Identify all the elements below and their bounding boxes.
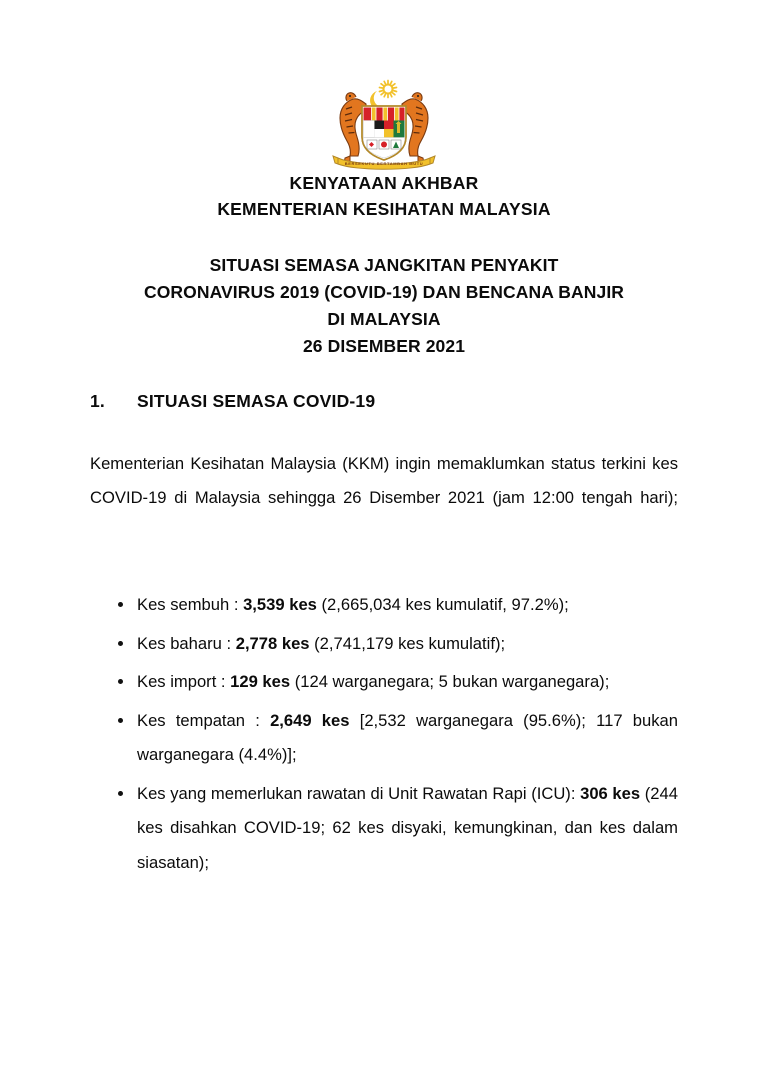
- bullet-detail: (2,665,034 kes kumulatif, 97.2%);: [316, 595, 569, 614]
- bullet-label: Kes import :: [137, 672, 231, 691]
- bullet-label: Kes tempatan :: [137, 710, 271, 730]
- subtitle-line-3: DI MALAYSIA: [327, 309, 441, 329]
- list-item: [0, 588, 768, 623]
- list-item: [0, 665, 768, 700]
- header-line-2: KEMENTERIAN KESIHATAN MALAYSIA: [217, 199, 551, 219]
- bullet-detail: (244 kes disahkan COVID-19; 62 kes disyaki, kemungkinan, dan kes dalam siasatan);: [137, 783, 678, 872]
- subtitle-date: 26 DISEMBER 2021: [302, 336, 466, 356]
- bullet-dot-icon: [118, 718, 123, 723]
- section-1-heading: [90, 391, 680, 412]
- subtitle-line-1: SITUASI SEMASA JANGKITAN PENYAKIT: [209, 255, 559, 275]
- header-line-1: KENYATAAN AKHBAR: [289, 173, 479, 193]
- list-item: [0, 704, 768, 773]
- list-item: [0, 777, 768, 881]
- bullet-dot-icon: [118, 602, 123, 607]
- bullet-dot-icon: [118, 791, 123, 796]
- bullet-label: Kes sembuh :: [137, 595, 244, 614]
- press-statement-header: [0, 170, 768, 222]
- bullet-dot-icon: [118, 641, 123, 646]
- bullet-label: Kes baharu :: [137, 633, 236, 653]
- list-item: [0, 627, 768, 662]
- section-1-title: SITUASI SEMASA COVID-19: [137, 391, 376, 411]
- bullet-label: Kes yang memerlukan rawatan di Unit Rawatan Rapi (ICU):: [137, 783, 581, 803]
- bullet-detail: [2,532 warganegara (95.6%); 117 bukan warganegara (4.4%)];: [137, 710, 678, 764]
- document-subtitle: [0, 252, 768, 360]
- bullet-dot-icon: [118, 679, 123, 684]
- jata-negara-icon: [325, 78, 443, 170]
- bullet-value: 2,649 kes: [270, 710, 350, 730]
- covid-statistics-list: [0, 588, 768, 884]
- section-1-paragraph: Kementerian Kesihatan Malaysia (KKM) ingin memaklumkan status terkini kes COVID-19 di Malaysia sehingga 26 Disember 2021 (jam 12:00 tengah hari);: [90, 454, 678, 507]
- bullet-detail: (124 warganegara; 5 bukan warganegara);: [290, 672, 610, 691]
- bullet-value: 129 kes: [230, 672, 291, 691]
- svg-text:BERSEKUTU BERTAMBAH MUTU: BERSEKUTU BERTAMBAH MUTU: [344, 161, 424, 166]
- bullet-detail: (2,741,179 kes kumulatif);: [309, 633, 506, 653]
- bullet-value: 2,778 kes: [235, 633, 310, 653]
- emblem-container: [0, 78, 768, 170]
- bullet-value: 3,539 kes: [243, 595, 317, 614]
- bullet-value: 306 kes: [580, 783, 641, 803]
- section-1-number: 1.: [90, 391, 105, 411]
- subtitle-line-2: CORONAVIRUS 2019 (COVID-19) DAN BENCANA BANJIR: [143, 282, 625, 302]
